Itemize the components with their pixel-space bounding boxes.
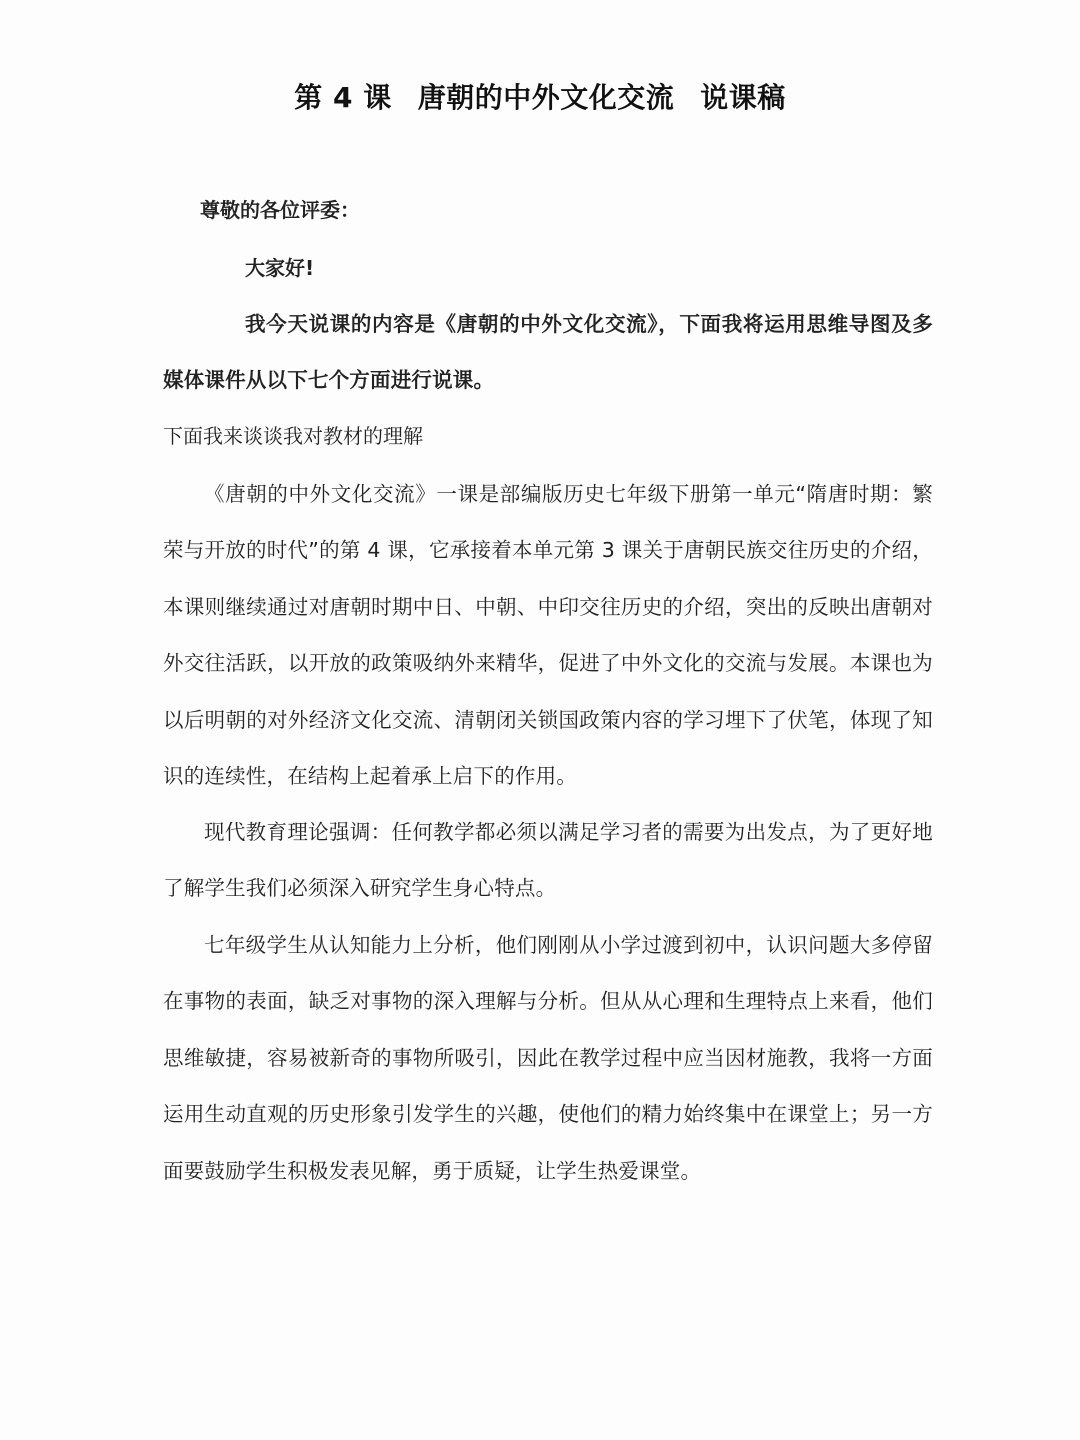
title-lesson-name: 唐朝的中外文化交流	[417, 81, 675, 114]
paragraph-theory: 现代教育理论强调：任何教学都必须以满足学习者的需要为出发点，为了更好地了解学生我们必须深入研究学生身心特点。	[163, 820, 933, 901]
greeting: 大家好!	[245, 256, 315, 280]
document-title	[0, 76, 1080, 116]
section-heading: 下面我来谈谈我对教材的理解	[163, 424, 423, 448]
title-doc-type: 说课稿	[700, 81, 786, 114]
paragraph-students: 七年级学生从认知能力上分析，他们刚刚从小学过渡到初中，认识问题大多停留在事物的表面，缺乏对事物的深入理解与分析。但从从心理和生理特点上来看，他们思维敏捷，容易被新奇的事物所吸引，因此在教学过程中应当因材施教，我将一方面运用生动直观的历史形象引发学生的兴趣，使他们的精力始终集中在课堂上；另一方面要鼓励学生积极发表见解，勇于质疑，让学生热爱课堂。	[163, 933, 933, 1183]
paragraph-textbook: 《唐朝的中外文化交流》一课是部编版历史七年级下册第一单元“隋唐时期：繁荣与开放的时代”的第 4 课，它承接着本单元第 3 课关于唐朝民族交往历史的介绍，本课则继续通过对唐朝时期中日、中朝、中印交往历史的介绍，突出的反映出唐朝对外交往活跃，以开放的政策吸纳外来精华，促进了中外文化的交流与发展。本课也为以后明朝的对外经济文化交流、清朝闭关锁国政策内容的学习埋下了伏笔，体现了知识的连续性，在结构上起着承上启下的作用。	[163, 482, 933, 789]
salutation: 尊敬的各位评委：	[200, 198, 360, 222]
intro-paragraph: 我今天说课的内容是《唐朝的中外文化交流》，下面我将运用思维导图及多媒体课件从以下七个方面进行说课。	[163, 312, 933, 393]
title-lesson-number: 第 4 课	[294, 81, 392, 114]
